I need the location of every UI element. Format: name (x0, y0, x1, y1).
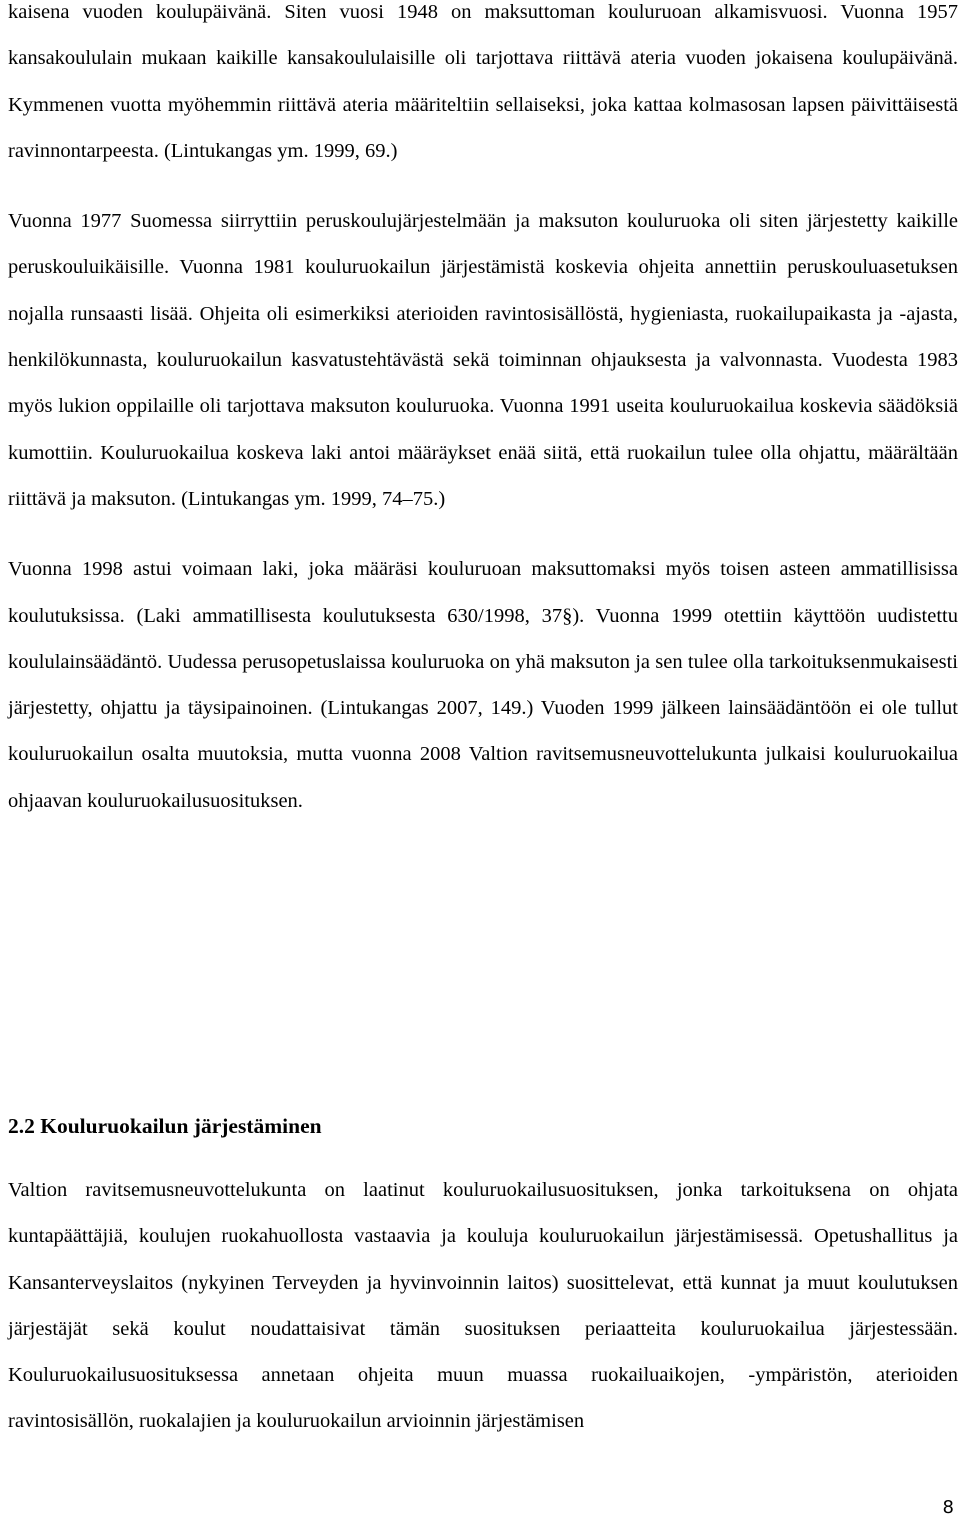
section-body (8, 1167, 958, 1445)
paragraph-comprehensive-school: Vuonna 1977 Suomessa siirryttiin peruskoulujärjestelmään ja maksuton kouluruoka oli siten järjestetty kaikille peruskouluikäisille. Vuonna 1981 kouluruokailun järjestämistä koskevia ohjeita annettiin peruskouluasetuksen nojalla runsaasti lisää. Ohjeita oli esimerkiksi aterioiden ravintosisällöstä, hygieniasta, ruokailupaikasta ja -ajasta, henkilökunnasta, kouluruokailun kasvatustehtävästä sekä toiminnan ohjauksesta ja valvonnasta. Vuodesta 1983 myös lukion oppilaille oli tarjottava maksuton kouluruoka. Vuonna 1991 useita kouluruokailua koskevia säädöksiä kumottiin. Kouluruokailua koskeva laki antoi määräykset enää siitä, että ruokailun tulee olla ohjattu, määrältään riittävä ja maksuton. (Lintukangas ym. 1999, 74–75.) (8, 210, 958, 510)
document-body (8, 0, 958, 824)
paragraph-vocational-education: Vuonna 1998 astui voimaan laki, joka määräsi kouluruoan maksuttomaksi myös toisen asteen ammatillisissa koulutuksissa. (Laki ammatillisesta koulutuksesta 630/1998, 37§). Vuonna 1999 otettiin käyttöön uudistettu koululainsäädäntö. Uudessa perusopetuslaissa kouluruoka on yhä maksuton ja sen tulee olla tarkoituksenmukaisesti järjestetty, ohjattu ja täysipainoinen. (Lintukangas 2007, 149.) Vuoden 1999 jälkeen lainsäädäntöön ei ole tullut kouluruokailun osalta muutoksia, mutta vuonna 2008 Valtion ravitsemusneuvottelukunta julkaisi kouluruokailua ohjaavan kouluruokailusuosituksen. (8, 558, 958, 812)
section-heading: 2.2 Kouluruokailun järjestäminen (8, 1114, 322, 1138)
paragraph-recommendation: Valtion ravitsemusneuvottelukunta on laatinut kouluruokailusuosituksen, jonka tarkoituksena on ohjata kuntapäättäjiä, koulujen ruokahuollosta vastaavia ja kouluja kouluruokailun järjestämisessä. Opetushallitus ja Kansanterveyslaitos (nykyinen Terveyden ja hyvinvoinnin laitos) suosittelevat, että kunnat ja muut koulutuksen järjestäjät sekä koulut noudattaisivat tämän suosituksen periaatteita kouluruokailua järjestessään. Kouluruokailusuosituksessa annetaan ohjeita muun muassa ruokailuaikojen, -ympäristön, aterioiden ravintosisällön, ruokalajien ja kouluruokailun arvioinnin järjestämisen (8, 1179, 958, 1433)
paragraph-school-meal-history: kaisena vuoden koulupäivänä. Siten vuosi 1948 on maksuttoman kouluruoan alkamisvuosi. Vuonna 1957 kansakoululain mukaan kaikille kansakoululaisille oli tarjottava riittävä ateria vuoden jokaisena koulupäivänä. Kymmenen vuotta myöhemmin riittävä ateria määriteltiin sellaiseksi, joka kattaa kolmasosan lapsen päivittäisestä ravinnontarpeesta. (Lintukangas ym. 1999, 69.) (8, 1, 958, 162)
page-number: 8 (942, 1497, 954, 1518)
